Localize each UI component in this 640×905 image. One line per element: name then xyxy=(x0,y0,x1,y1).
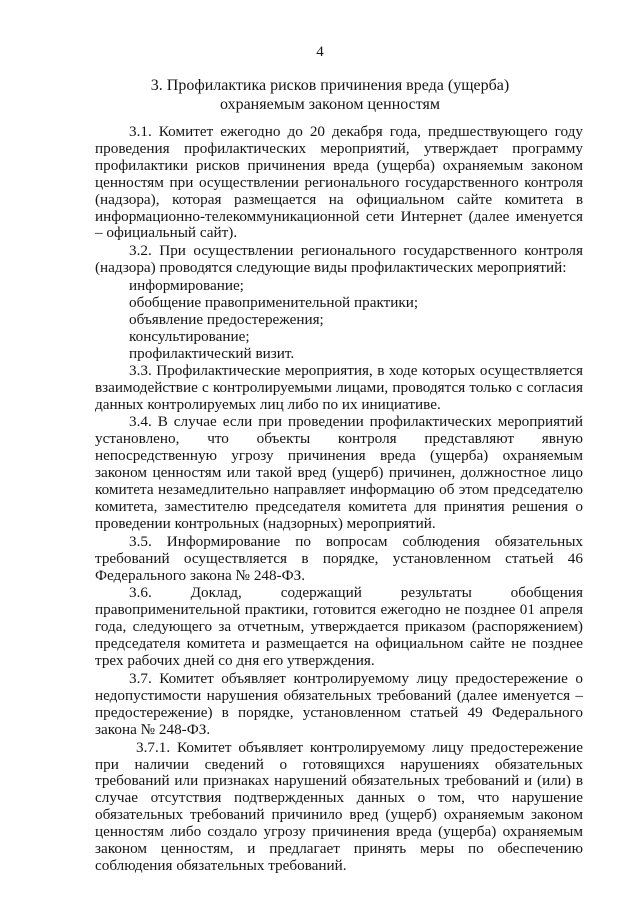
paragraph-3-3: 3.3. Профилактические мероприятия, в ходе которых осуществляется взаимодействие с контролируемыми лицами, проводятся только с согласия данных контролируемых лиц либо по их инициативе. xyxy=(95,361,583,413)
list-item: обобщение правоприменительной практики; xyxy=(129,294,419,312)
paragraph-3-7-1: 3.7.1. Комитет объявляет контролируемому лицу предостережение при наличии сведений о готовящихся нарушениях обязательных требований или признаках нарушений обязательных требований и (или) в случае отсутствия подтвержденных данных о том, что нарушение обязательных требований причинило вред (ущерб) охраняемым законом ценностям либо создало угрозу причинения вреда (ущерба) охраняемым законом ценностям, и предлагает принять меры по обеспечению соблюдения обязательных требований. xyxy=(95,738,583,874)
paragraph-3-2: 3.2. При осуществлении регионального государственного контроля (надзора) проводятся следующие виды профилактических мероприятий: xyxy=(95,242,583,277)
paragraph-3-1: 3.1. Комитет ежегодно до 20 декабря года, предшествующего году проведения профилактических мероприятий, утверждает программу профилактики рисков причинения вреда (ущерба) охраняемым законом ценностям при осуществлении регионального государственного контроля (надзора), которая размещается на официальном сайте комитета в информационно-телекоммуникационной сети Интернет (далее именуется – официальный сайт). xyxy=(95,123,583,242)
prevention-measures-list xyxy=(95,278,583,363)
list-item: профилактический визит. xyxy=(129,344,295,362)
section-heading-line-1: 3. Профилактика рисков причинения вреда (ущерба) xyxy=(150,77,510,94)
page-number: 4 xyxy=(316,44,324,60)
paragraph-3-5: 3.5. Информирование по вопросам соблюдения обязательных требований осуществляется в порядке, установленном статьей 46 Федерального закона № 248-ФЗ. xyxy=(95,532,583,584)
list-item: информирование; xyxy=(129,277,244,295)
paragraph-3-4: 3.4. В случае если при проведении профилактических мероприятий установлено, что объекты контроля представляют явную непосредственную угрозу причинения вреда (ущерба) охраняемым законом ценностям или такой вред (ущерб) причинен, должностное лицо комитета незамедлительно направляет информацию об этом председателю комитета, заместителю председателя комитета для принятия решения о проведении контрольных (надзорных) мероприятий. xyxy=(95,413,583,532)
paragraph-3-7: 3.7. Комитет объявляет контролируемому лицу предостережение о недопустимости нарушения обязательных требований (далее именуется – предостережение) в порядке, установленном статьей 49 Федерального закона № 248-ФЗ. xyxy=(95,670,583,738)
paragraph-3-6: 3.6. Доклад, содержащий результаты обобщения правоприменительной практики, готовится ежегодно не позднее 01 апреля года, следующего за отчетным, утверждается приказом (распоряжением) председателя комитета и размещается на официальном сайте не позднее трех рабочих дней со дня его утверждения. xyxy=(95,584,583,670)
document-body xyxy=(95,124,583,876)
section-heading-line-2: охраняемым законом ценностям xyxy=(219,96,441,113)
list-item: объявление предостережения; xyxy=(129,310,324,328)
section-heading xyxy=(80,76,580,114)
list-item: консультирование; xyxy=(129,327,250,345)
